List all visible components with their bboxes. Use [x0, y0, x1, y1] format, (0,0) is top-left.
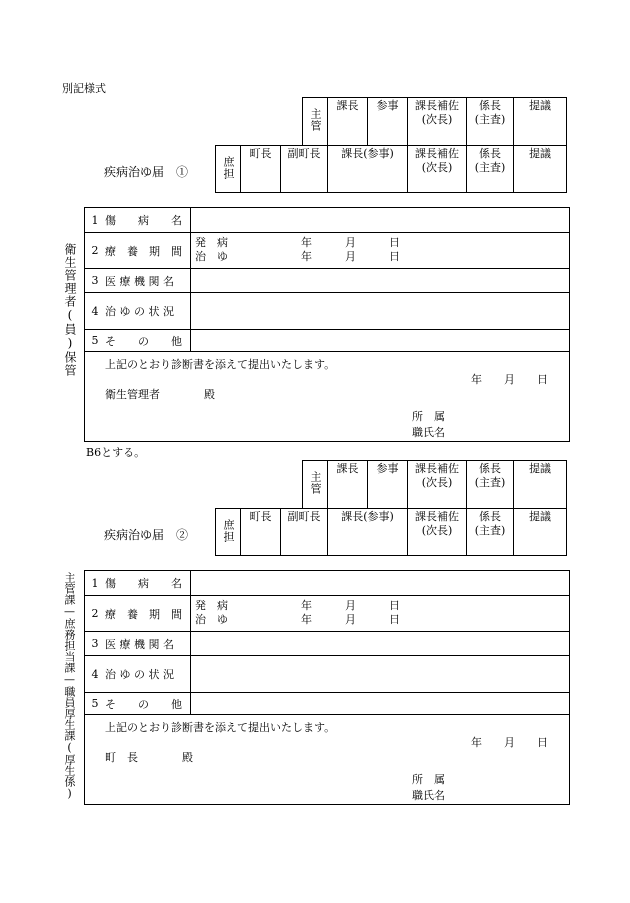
row-number: 2 [91, 607, 99, 620]
stamp-cell: 町長 [241, 146, 281, 193]
addressee: 町 長 殿 [105, 751, 193, 764]
stamp-cell: 課長 [328, 461, 368, 509]
row-label: 傷 病 名 [105, 577, 182, 590]
stamp-cell: 係長 (主査) [467, 146, 514, 193]
shotan-label: 庶担 [222, 155, 235, 180]
side-label: 衛生管理者(員)保管 [63, 243, 77, 377]
row-label: 医 療 機 関 名 [105, 274, 174, 288]
row-label: 療 養 期 間 [105, 244, 182, 258]
shukan-label: 主管 [309, 471, 322, 495]
row-number: 1 [91, 213, 99, 227]
stamp-cell: 課長(参事) [328, 509, 408, 556]
cure-date: 年 月 日 [301, 250, 400, 263]
row-label: そ の 他 [105, 697, 182, 711]
size-note: B6とする。 [86, 446, 146, 459]
form-title: 疾病治ゆ届 ① [104, 165, 189, 179]
stamp-cell: 副町長 [281, 509, 328, 556]
row-number: 3 [91, 637, 99, 650]
stamp-cell: 提議 [514, 461, 567, 509]
stamp-cell: 参事 [368, 461, 408, 509]
stamp-cell: 課長補佐 (次長) [408, 461, 467, 509]
row-number: 5 [91, 334, 99, 347]
stamp-cell: 課長(参事) [328, 146, 408, 193]
stamp-cell: 係長 (主査) [467, 98, 514, 146]
form-name: 別記様式 [62, 82, 106, 95]
stamp-cell: 係長 (主査) [467, 509, 514, 556]
name-label: 職氏名 [412, 426, 445, 439]
form-title: 疾病治ゆ届 ② [104, 528, 189, 542]
statement: 上記のとおり診断書を添えて提出いたします。 [105, 358, 336, 371]
onset-label: 発 病 [195, 599, 228, 612]
onset-date: 年 月 日 [301, 599, 400, 612]
onset-label: 発 病 [195, 236, 228, 249]
row-number: 1 [91, 576, 99, 590]
affiliation-label: 所 属 [412, 773, 445, 786]
approval-stamp-bottom-2 [215, 508, 567, 556]
row-number: 5 [91, 697, 99, 710]
row-label: 治 ゆ の 状 況 [105, 668, 174, 681]
approval-stamp-top-2 [302, 460, 567, 509]
stamp-cell: 副町長 [281, 146, 328, 193]
row-number: 4 [91, 304, 99, 318]
row-label: そ の 他 [105, 334, 182, 348]
row-label: 治 ゆ の 状 況 [105, 305, 174, 318]
cure-label: 治 ゆ [195, 613, 228, 626]
stamp-cell: 町長 [241, 509, 281, 556]
stamp-cell: 提議 [514, 98, 567, 146]
stamp-cell: 参事 [368, 98, 408, 146]
cure-label: 治 ゆ [195, 250, 228, 263]
side-label: 主管課—庶務担当課—職員厚生課(厚生係) [63, 572, 76, 800]
shotan-label: 庶担 [222, 518, 235, 543]
stamp-cell: 課長補佐 (次長) [408, 146, 467, 193]
approval-stamp-bottom-1 [215, 145, 567, 193]
report-form-2 [84, 570, 570, 805]
affiliation-label: 所 属 [412, 410, 445, 423]
row-number: 3 [91, 274, 99, 287]
report-form-1 [84, 207, 570, 442]
stamp-cell: 提議 [514, 146, 567, 193]
statement: 上記のとおり診断書を添えて提出いたします。 [105, 721, 336, 734]
row-label: 傷 病 名 [105, 214, 182, 227]
shukan-label: 主管 [309, 108, 322, 132]
stamp-cell: 課長補佐 (次長) [408, 98, 467, 146]
date-line: 年 月 日 [471, 373, 548, 386]
addressee: 衛生管理者 殿 [105, 388, 215, 401]
row-number: 4 [91, 667, 99, 681]
row-number: 2 [91, 244, 99, 257]
row-label: 医 療 機 関 名 [105, 637, 174, 651]
stamp-cell: 係長 (主査) [467, 461, 514, 509]
approval-stamp-top-1 [302, 97, 567, 146]
stamp-cell: 課長補佐 (次長) [408, 509, 467, 556]
stamp-cell: 提議 [514, 509, 567, 556]
date-line: 年 月 日 [471, 736, 548, 749]
stamp-cell: 課長 [328, 98, 368, 146]
name-label: 職氏名 [412, 789, 445, 802]
onset-date: 年 月 日 [301, 236, 400, 249]
cure-date: 年 月 日 [301, 613, 400, 626]
row-label: 療 養 期 間 [105, 607, 182, 621]
